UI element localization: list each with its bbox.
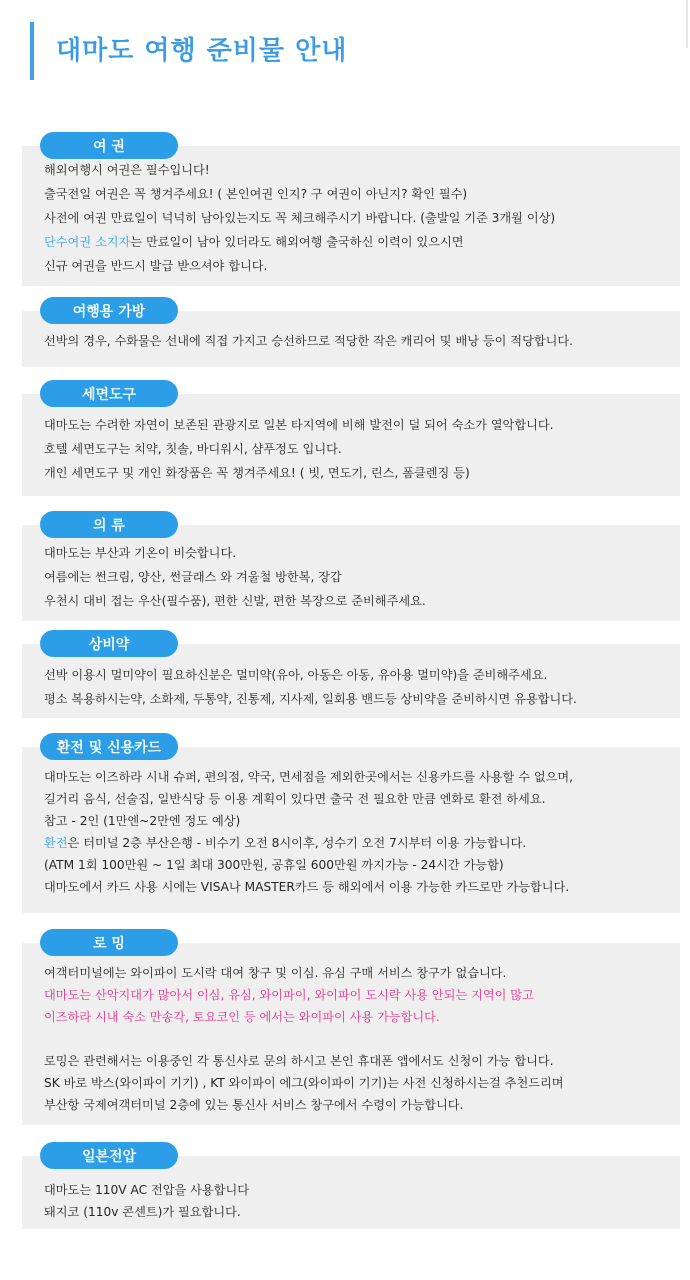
section-body — [44, 158, 555, 278]
text-line: 선박 이용시 멀미약이 필요하신분은 멀미약(유아, 아동은 아동, 유아용 멀미약)을 준비해주세요. — [44, 668, 548, 682]
text-line: 호텔 세면도구는 치약, 칫솔, 바디워시, 샴푸정도 입니다. — [44, 442, 342, 456]
section-voltage — [22, 1142, 680, 1229]
section-roaming — [22, 929, 680, 1125]
title-accent-bar — [30, 22, 34, 80]
text-line: 개인 세면도구 및 개인 화장품은 꼭 챙겨주세요! ( 빗, 면도기, 린스, 폼클렌징 등) — [44, 466, 470, 480]
text-line: SK 바로 박스(와이파이 기기) , KT 와이파이 에그(와이파이 기기)는 사전 신청하시는걸 추천드리며 — [44, 1076, 564, 1090]
text-line: 길거리 음식, 선술집, 일반식당 등 이용 계획이 있다면 출국 전 필요한 만큼 엔화로 환전 하세요. — [44, 792, 546, 806]
section-exchange — [22, 733, 680, 913]
section-passport — [22, 132, 680, 286]
text-line: 우천시 대비 접는 우산(필수품), 편한 신발, 편한 복장으로 준비해주세요. — [44, 594, 426, 608]
section-body — [44, 962, 564, 1116]
text-line: 로밍은 관련해서는 이용중인 각 통신사로 문의 하시고 본인 휴대폰 앱에서도 신청이 가능 합니다. — [44, 1054, 554, 1068]
text-line: 대마도는 이즈하라 시내 슈퍼, 편의점, 약국, 면세점을 제외한곳에서는 신용카드를 사용할 수 없으며, — [44, 770, 574, 784]
text-span: 은 터미널 2층 부산은행 - 비수기 오전 8시이후, 성수기 오전 7시부터 이용 가능합니다. — [67, 836, 527, 850]
text-line: 평소 복용하시는약, 소화제, 두통약, 진통제, 지사제, 일회용 밴드등 상비약을 준비하시면 유용합니다. — [44, 692, 577, 706]
section-title-exchange: 환전 및 신용카드 — [40, 733, 178, 760]
section-body — [44, 766, 573, 898]
text-line: 대마도에서 카드 사용 시에는 VISA나 MASTER카드 등 해외에서 이용 가능한 카드로만 가능합니다. — [44, 880, 570, 894]
text-line: 대마도는 부산과 기온이 비슷합니다. — [44, 546, 237, 560]
highlight-line: 이즈하라 시내 숙소 만송각, 토요코인 등 에서는 와이파이 사용 가능합니다. — [44, 1010, 440, 1024]
section-title-clothing: 의 류 — [40, 511, 178, 538]
text-line: 사전에 여권 만료일이 넉넉히 남아있는지도 꼭 체크해주시기 바랍니다. (출발일 기준 3개월 이상) — [44, 211, 556, 225]
section-title-roaming: 로 밍 — [40, 929, 178, 956]
section-title-toiletries: 세면도구 — [40, 380, 178, 407]
section-body — [44, 413, 554, 485]
section-toiletries — [22, 380, 680, 496]
text-line — [44, 832, 573, 854]
section-body — [44, 541, 426, 613]
section-bag — [22, 297, 680, 367]
section-title-medicine: 상비약 — [40, 630, 178, 657]
highlight-text: 환전 — [44, 836, 68, 850]
text-line: 여객터미널에는 와이파이 도시락 대여 창구 및 이심. 유심 구매 서비스 창구가 없습니다. — [44, 966, 507, 980]
highlight-line: 대마도는 산악지대가 많아서 이심, 유심, 와이파이, 와이파이 도시락 사용 안되는 지역이 많고 — [44, 988, 534, 1002]
text-line: 신규 여권을 반드시 발급 받으셔야 합니다. — [44, 259, 268, 273]
section-title-bag: 여행용 가방 — [40, 297, 178, 324]
section-title-voltage: 일본전압 — [40, 1142, 178, 1169]
edge-divider — [686, 0, 688, 48]
text-line: (ATM 1회 100만원 ~ 1일 최대 300만원, 공휴일 600만원 까지가능 - 24시간 가능함) — [44, 858, 504, 872]
text-line: 여름에는 썬크림, 양산, 썬글래스 와 겨울철 방한복, 장갑 — [44, 570, 342, 584]
section-body — [44, 663, 577, 711]
section-body — [44, 1179, 249, 1223]
section-title-passport: 여 권 — [40, 132, 178, 159]
page-title: 대마도 여행 준비물 안내 — [56, 36, 348, 66]
text-line: 대마도는 수려한 자연이 보존된 관광지로 일본 타지역에 비해 발전이 덜 되어 숙소가 열악합니다. — [44, 418, 554, 432]
text-line: 참고 - 2인 (1만엔~2만엔 정도 예상) — [44, 814, 241, 828]
section-medicine — [22, 630, 680, 718]
section-body — [44, 329, 573, 353]
text-line: 해외여행시 여권은 필수입니다! — [44, 163, 210, 177]
section-clothing — [22, 511, 680, 621]
text-span: 는 만료일이 남아 있더라도 해외여행 출국하신 이력이 있으시면 — [130, 235, 464, 249]
highlight-text: 단수여권 소지자 — [44, 235, 131, 249]
text-line: 대마도는 110V AC 전압을 사용합니다 — [44, 1183, 250, 1197]
text-line: 출국전일 여권은 꼭 챙겨주세요! ( 본인여권 인지? 구 여권이 아닌지? 확인 필수) — [44, 187, 468, 201]
text-line: 선박의 경우, 수화물은 선내에 직접 가지고 승선하므로 적당한 작은 캐리어 및 배낭 등이 적당합니다. — [44, 334, 574, 348]
text-line: 부산항 국제여객터미널 2층에 있는 통신사 서비스 창구에서 수령이 가능합니다. — [44, 1098, 464, 1112]
blank-line — [44, 1028, 564, 1050]
text-line — [44, 230, 555, 254]
text-line: 돼지코 (110v 콘센트)가 필요합니다. — [44, 1205, 241, 1219]
